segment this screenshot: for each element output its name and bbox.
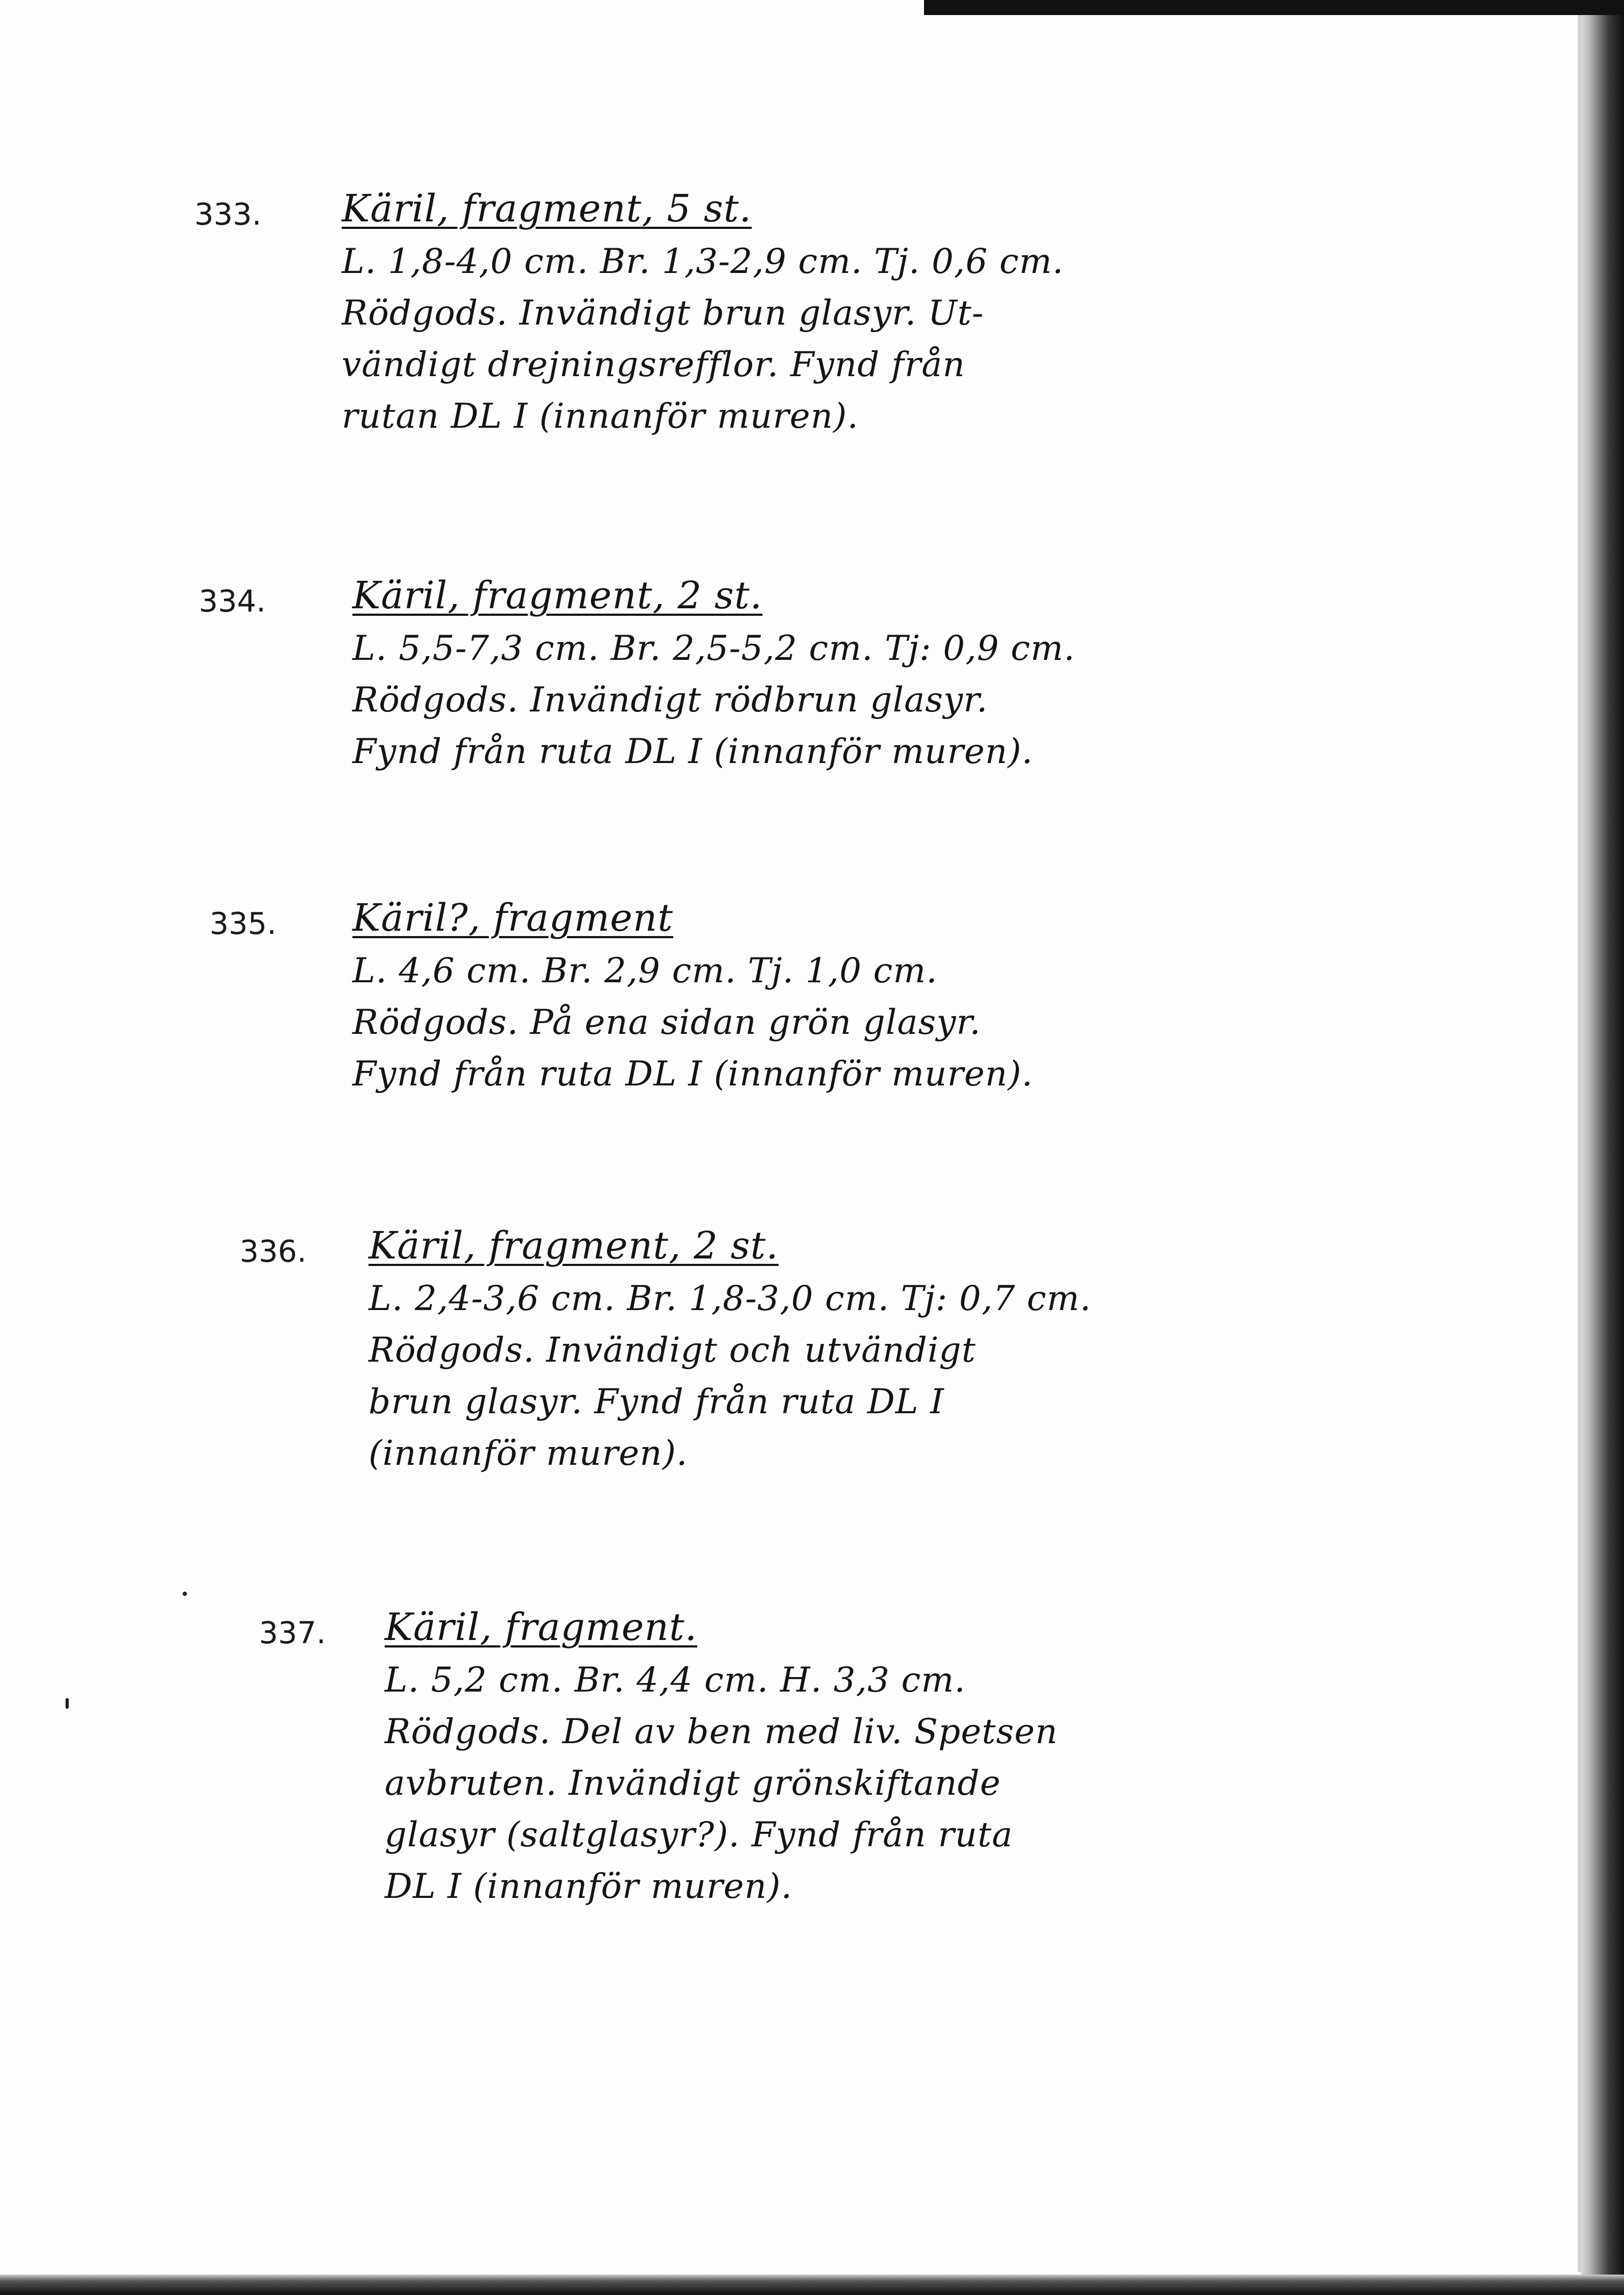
ink-speck — [66, 1698, 69, 1709]
catalog-entry — [352, 570, 1319, 778]
catalog-entry — [352, 892, 1319, 1100]
entry-title: Käril, fragment, 2 st. — [352, 573, 763, 617]
entry-title: Käril, fragment. — [385, 1605, 697, 1649]
entry-number: 333. — [194, 197, 262, 232]
entry-title: Käril, fragment, 5 st. — [342, 186, 752, 231]
scan-top-edge — [924, 0, 1624, 15]
entry-number: 336. — [240, 1234, 307, 1269]
entry-title: Käril, fragment, 2 st. — [369, 1224, 779, 1268]
notebook-binding — [1581, 15, 1624, 2295]
entry-title: Käril?, fragment — [352, 896, 674, 940]
ink-speck — [183, 1592, 187, 1596]
entry-description: L. 2,4-3,6 cm. Br. 1,8-3,0 cm. Tj: 0,7 cm. Rödgods. Invändigt och utvändigt brun glasyr. Fynd från ruta DL I (innanför muren). — [369, 1279, 1092, 1473]
entry-number: 334. — [199, 584, 266, 619]
entry-number: 337. — [259, 1616, 326, 1651]
scan-bottom-edge — [0, 2275, 1624, 2295]
entry-description: L. 5,2 cm. Br. 4,4 cm. H. 3,3 cm. Rödgods. Del av ben med liv. Spetsen avbruten. Invändigt grönskiftande glasyr (saltglasyr?). Fynd från ruta DL I (innanför muren). — [385, 1660, 1058, 1906]
entry-description: L. 1,8-4,0 cm. Br. 1,3-2,9 cm. Tj. 0,6 cm. Rödgods. Invändigt brun glasyr. Ut- vändigt drejningsrefflor. Fynd från rutan DL I (innanför muren). — [342, 242, 1064, 436]
entry-description: L. 5,5-7,3 cm. Br. 2,5-5,2 cm. Tj: 0,9 cm. Rödgods. Invändigt rödbrun glasyr. Fynd från ruta DL I (innanför muren). — [352, 629, 1076, 772]
entry-description: L. 4,6 cm. Br. 2,9 cm. Tj. 1,0 cm. Rödgods. På ena sidan grön glasyr. Fynd från ruta DL I (innanför muren). — [352, 951, 1034, 1094]
catalog-entry — [385, 1601, 1298, 1912]
catalog-entry — [369, 1220, 1325, 1479]
entry-number: 335. — [210, 907, 277, 941]
catalog-entry — [342, 183, 1282, 442]
